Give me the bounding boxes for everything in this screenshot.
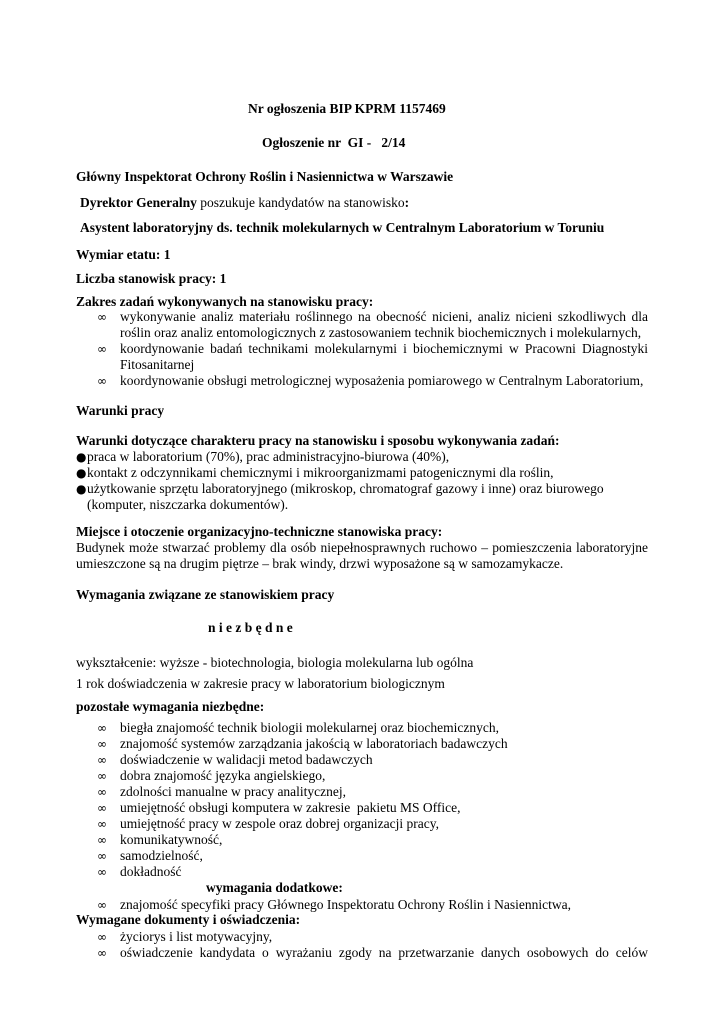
infinity-bullet-icon: ∞ bbox=[97, 865, 107, 879]
infinity-bullet-icon: ∞ bbox=[97, 930, 107, 944]
requirement-item: komunikatywność, bbox=[120, 832, 223, 847]
requirement-item: samodzielność, bbox=[120, 848, 203, 863]
additional-requirement-item: znajomość specyfiki pracy Głównego Inspektoratu Ochrony Roślin i Nasiennictwa, bbox=[120, 897, 572, 912]
round-bullet-icon: ● bbox=[76, 482, 87, 496]
infinity-bullet-icon: ∞ bbox=[97, 769, 107, 783]
requirement-item: biegła znajomość technik biologii molekularnej oraz biochemicznych, bbox=[120, 720, 499, 735]
infinity-bullet-icon: ∞ bbox=[97, 342, 107, 356]
place-heading: Miejsce i otoczenie organizacyjno-techniczne stanowiska pracy: bbox=[76, 524, 443, 539]
document-item: życiorys i list motywacyjny, bbox=[120, 929, 273, 944]
requirement-item: zdolności manualne w pracy analitycznej, bbox=[120, 784, 347, 799]
announcement-number: Ogłoszenie nr GI - 2/14 bbox=[262, 135, 406, 150]
other-requirements-heading: pozostałe wymagania niezbędne: bbox=[76, 699, 265, 714]
essential-heading: n i e z b ę d n e bbox=[208, 620, 293, 635]
infinity-bullet-icon: ∞ bbox=[97, 946, 107, 960]
additional-requirements-heading: wymagania dodatkowe: bbox=[206, 880, 343, 895]
place-text-line: Budynek może stwarzać problemy dla osób niepełnosprawnych ruchowo – pomieszczenia laboratoryjne bbox=[76, 540, 648, 555]
infinity-bullet-icon: ∞ bbox=[97, 898, 107, 912]
round-bullet-icon: ● bbox=[76, 466, 87, 480]
infinity-bullet-icon: ∞ bbox=[97, 721, 107, 735]
duty-item-line: roślin oraz analiz entomologicznych z zastosowaniem technik biochemicznych i molekularnych, bbox=[120, 325, 642, 340]
duty-item-line: Fitosanitarnej bbox=[120, 357, 195, 372]
duties-heading: Zakres zadań wykonywanych na stanowisku pracy: bbox=[76, 294, 374, 309]
documents-heading: Wymagane dokumenty i oświadczenia: bbox=[76, 912, 301, 927]
infinity-bullet-icon: ∞ bbox=[97, 785, 107, 799]
conditions-heading: Warunki pracy bbox=[76, 403, 165, 418]
education-requirement: wykształcenie: wyższe - biotechnologia, biologia molekularna lub ogólna bbox=[76, 655, 474, 670]
duty-item-line: wykonywanie analiz materiału roślinnego na obecność nicieni, analiz nicieni szkodliwych dla bbox=[120, 309, 648, 324]
round-bullet-icon: ● bbox=[76, 450, 87, 464]
duty-item-line: koordynowanie obsługi metrologicznej wyposażenia pomiarowego w Centralnym Laboratorium, bbox=[120, 373, 644, 388]
infinity-bullet-icon: ∞ bbox=[97, 737, 107, 751]
requirement-item: dobra znajomość języka angielskiego, bbox=[120, 768, 326, 783]
director-line bbox=[80, 195, 409, 211]
infinity-bullet-icon: ∞ bbox=[97, 374, 107, 388]
duty-item-line: koordynowanie badań technikami molekularnymi i biochemicznymi w Pracowni Diagnostyki bbox=[120, 341, 648, 356]
director-title: Dyrektor Generalny bbox=[80, 195, 197, 210]
requirements-heading: Wymagania związane ze stanowiskiem pracy bbox=[76, 587, 335, 602]
experience-requirement: 1 rok doświadczenia w zakresie pracy w laboratorium biologicznym bbox=[76, 676, 445, 691]
requirement-item: doświadczenie w walidacji metod badawczych bbox=[120, 752, 373, 767]
infinity-bullet-icon: ∞ bbox=[97, 801, 107, 815]
condition-item-line: użytkowanie sprzętu laboratoryjnego (mikroskop, chromatograf gazowy i inne) oraz biurowego bbox=[87, 481, 604, 496]
bip-number: Nr ogłoszenia BIP KPRM 1157469 bbox=[248, 101, 446, 116]
infinity-bullet-icon: ∞ bbox=[97, 310, 107, 324]
requirement-item: dokładność bbox=[120, 864, 182, 879]
director-colon: : bbox=[404, 195, 410, 210]
position-title: Asystent laboratoryjny ds. technik molekularnych w Centralnym Laboratorium w Toruniu bbox=[80, 220, 605, 235]
condition-item-line: (komputer, niszczarka dokumentów). bbox=[87, 497, 289, 512]
condition-item-line: kontakt z odczynnikami chemicznymi i mikroorganizmami patogenicznymi dla roślin, bbox=[87, 465, 554, 480]
requirement-item: umiejętność pracy w zespole oraz dobrej organizacji pracy, bbox=[120, 816, 439, 831]
requirement-item: umiejętność obsługi komputera w zakresie pakietu MS Office, bbox=[120, 800, 461, 815]
infinity-bullet-icon: ∞ bbox=[97, 849, 107, 863]
conditions-nature-heading: Warunki dotyczące charakteru pracy na stanowisku i sposobu wykonywania zadań: bbox=[76, 433, 560, 448]
positions-count: Liczba stanowisk pracy: 1 bbox=[76, 271, 227, 286]
employment-fraction: Wymiar etatu: 1 bbox=[76, 247, 171, 262]
infinity-bullet-icon: ∞ bbox=[97, 833, 107, 847]
institution-name: Główny Inspektorat Ochrony Roślin i Nasiennictwa w Warszawie bbox=[76, 169, 454, 184]
condition-item-line: praca w laboratorium (70%), prac administracyjno-biurowa (40%), bbox=[87, 449, 450, 464]
infinity-bullet-icon: ∞ bbox=[97, 817, 107, 831]
place-text-line: umieszczone są na drugim piętrze – brak windy, drzwi wyposażone są w samozamykacze. bbox=[76, 556, 564, 571]
document-item: oświadczenie kandydata o wyrażaniu zgody na przetwarzanie danych osobowych do celów bbox=[120, 945, 648, 960]
requirement-item: znajomość systemów zarządzania jakością w laboratoriach badawczych bbox=[120, 736, 508, 751]
infinity-bullet-icon: ∞ bbox=[97, 753, 107, 767]
director-text: poszukuje kandydatów na stanowisko bbox=[196, 195, 405, 210]
